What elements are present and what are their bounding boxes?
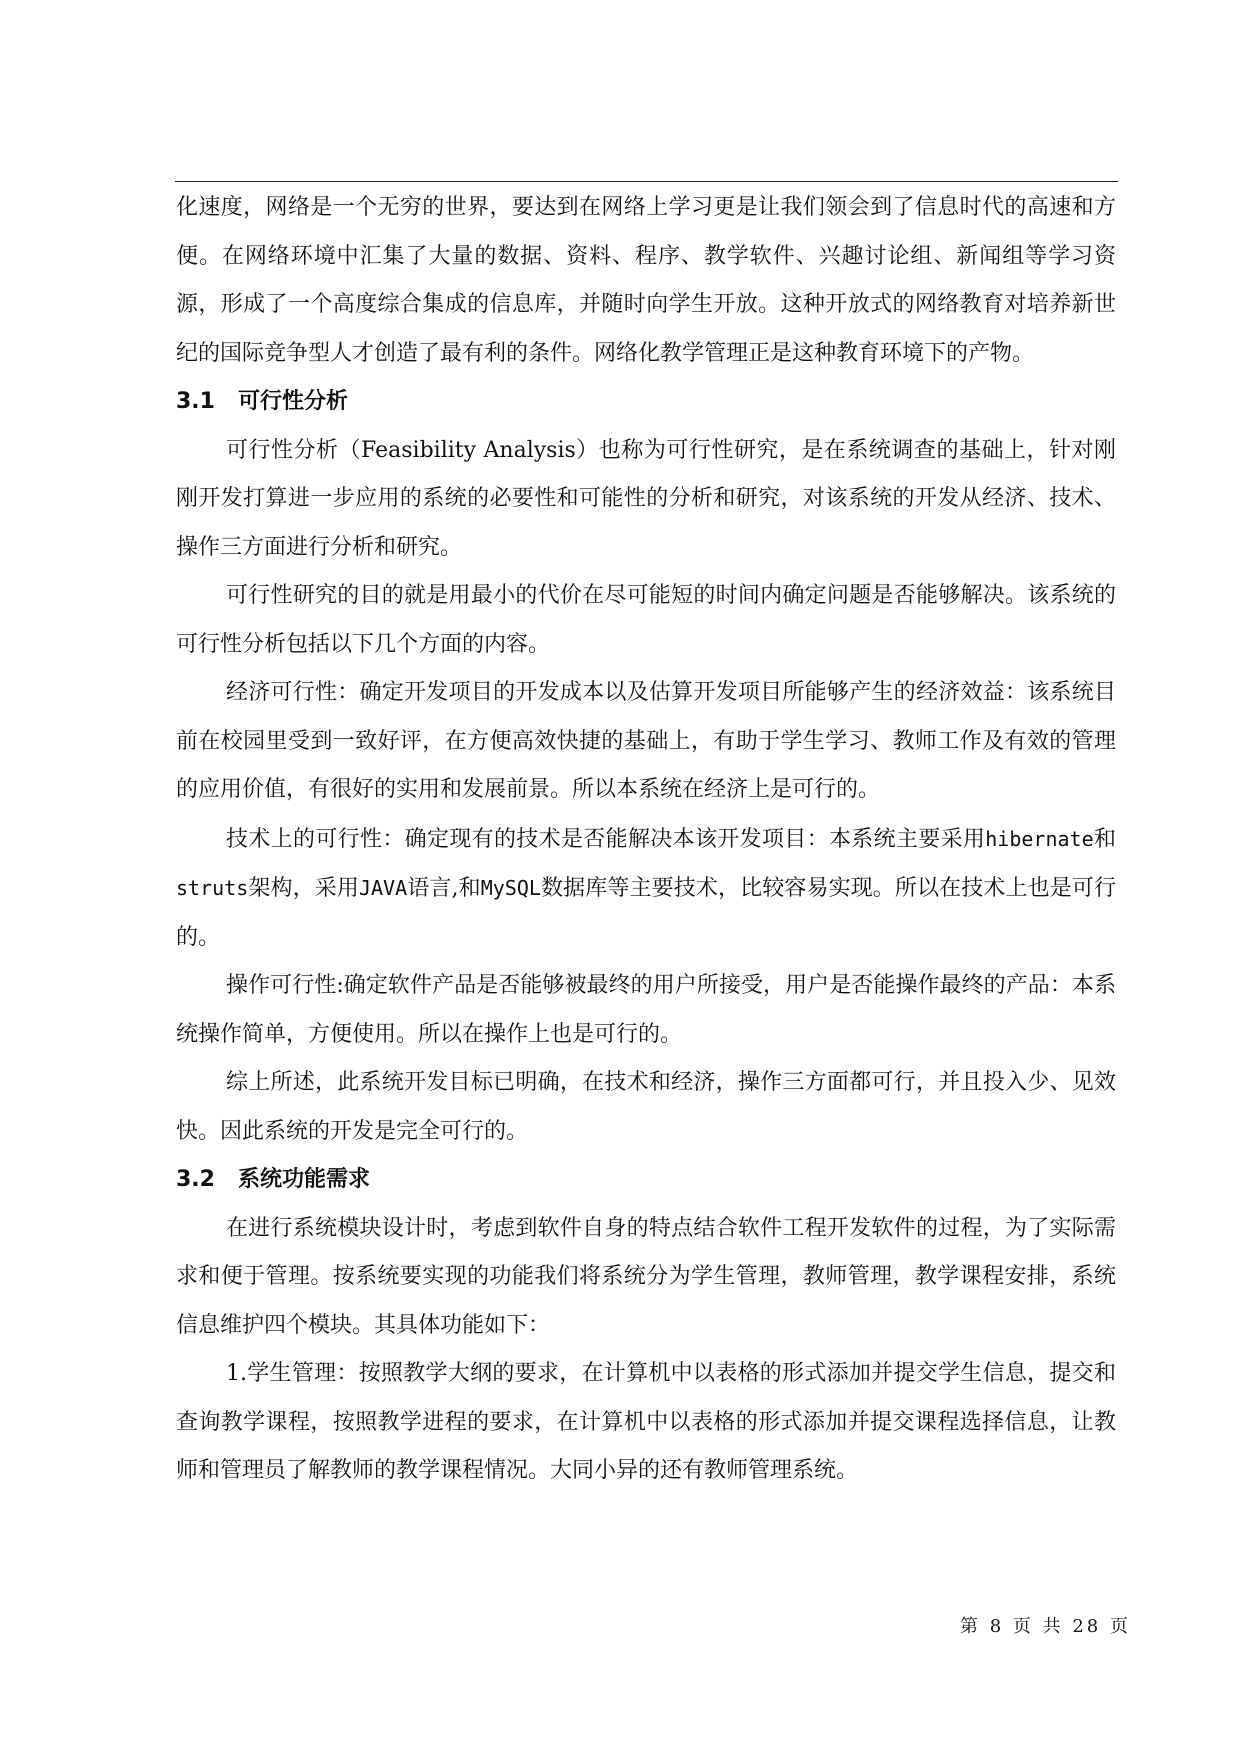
paragraph: 综上所述，此系统开发目标已明确，在技术和经济，操作三方面都可行，并且投入少、见效快。因此系统的开发是完全可行的。 (176, 1070, 1116, 1144)
paragraph (176, 815, 1116, 963)
page-number: 第 8 页 共 28 页 (960, 1616, 1131, 1637)
paragraph: 可行性研究的目的就是用最小的代价在尽可能短的时间内确定问题是否能够解决。该系统的可行性分析包括以下几个方面的内容。 (176, 583, 1116, 657)
text-run: 技术上的可行性：确定现有的技术是否能解决本该开发项目：本系统主要采用 (226, 826, 986, 852)
section-number: 3.2 (176, 1167, 215, 1192)
code-term: hibernate (985, 826, 1094, 851)
section-heading-3-2 (176, 1156, 1116, 1205)
paragraph: 可行性分析（Feasibility Analysis）也称为可行性研究，是在系统调查的基础上，针对刚刚开发打算进一步应用的系统的必要性和可能性的分析和研究，对该系统的开发从经济、技术、操作三方面进行分析和研究。 (176, 437, 1116, 560)
code-term: MySQL (480, 876, 541, 900)
paragraph: 在进行系统模块设计时，考虑到软件自身的特点结合软件工程开发软件的过程，为了实际需求和便于管理。按系统要实现的功能我们将系统分为学生管理，教师管理，教学课程安排，系统信息维护四个模块。其具体功能如下： (176, 1215, 1116, 1338)
section-number: 3.1 (176, 389, 215, 414)
paragraph: 化速度，网络是一个无穷的世界，要达到在网络上学习更是让我们领会到了信息时代的高速和方便。在网络环境中汇集了大量的数据、资料、程序、教学软件、兴趣讨论组、新闻组等学习资源，形成了一个高度综合集成的信息库，并随时向学生开放。这种开放式的网络教育对培养新世纪的国际竞争型人才创造了最有利的条件。网络化教学管理正是这种教育环境下的产物。 (176, 195, 1116, 366)
text-run: 和 (1093, 826, 1116, 852)
section-title: 系统功能需求 (238, 1167, 371, 1192)
text-run: 语言,和 (407, 876, 481, 901)
header-rule (175, 181, 1118, 182)
paragraph: 经济可行性：确定开发项目的开发成本以及估算开发项目所能够产生的经济效益：该系统目前在校园里受到一致好评，在方便高效快捷的基础上，有助于学生学习、教师工作及有效的管理的应用价值，有很好的实用和发展前景。所以本系统在经济上是可行的。 (176, 680, 1116, 802)
text-run: 架构，采用 (248, 876, 359, 901)
text-run: 数据库等主要技术，比较容易实现。所以在技术上也是可行的。 (176, 876, 1116, 950)
paragraph: 操作可行性:确定软件产品是否能够被最终的用户所接受，用户是否能操作最终的产品：本系统操作简单，方便使用。所以在操作上也是可行的。 (176, 973, 1116, 1047)
paragraph: 1.学生管理：按照教学大纲的要求，在计算机中以表格的形式添加并提交学生信息，提交和查询教学课程，按照教学进程的要求，在计算机中以表格的形式添加并提交课程选择信息，让教师和管理员了解教师的教学课程情况。大同小异的还有教师管理系统。 (176, 1361, 1116, 1483)
section-title: 可行性分析 (238, 389, 349, 414)
section-heading-3-1 (176, 378, 1116, 427)
body-text (176, 184, 1116, 1496)
code-term: struts (176, 876, 249, 900)
code-term: JAVA (358, 876, 408, 900)
